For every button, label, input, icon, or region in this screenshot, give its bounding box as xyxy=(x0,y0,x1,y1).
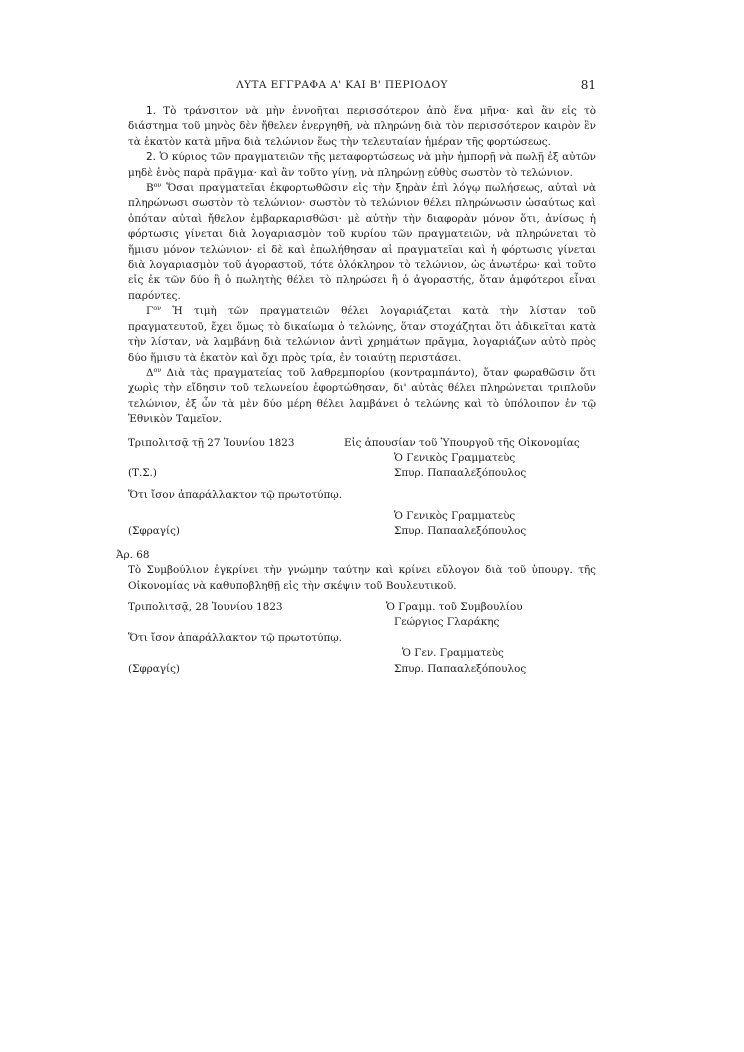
article-number: Γ xyxy=(146,305,154,318)
copy-certification: Ὅτι ἴσον ἀπαράλλακτον τῷ πρωτοτύπῳ. xyxy=(128,488,343,501)
page-number: 81 xyxy=(580,78,596,92)
signature-row xyxy=(128,615,596,630)
signatory-name: Γεώργιος Γλαράκης xyxy=(394,616,500,629)
signature-row xyxy=(128,646,596,661)
signature-row xyxy=(128,436,596,451)
article-ordinal-suffix: ον xyxy=(153,181,162,190)
signatory-title: Ὁ Γραμμ. τοῦ Συμβουλίου xyxy=(386,601,523,614)
article-text: Ἡ τιμὴ τῶν πραγματειῶν θέλει λογαριάζεται κατὰ τὴν λίσταν τοῦ πραγματευτοῦ, ἔχει ὅμως τὸ δικαίωμα ὁ τελώνης, ὅταν στοχάζηται ὅτι ἀδικεῖται κατὰ τὴν λίσταν, νὰ λαμβάνῃ διὰ τελώνιον ἀντὶ χρημάτων πρᾶγμα, λογαριάζων αὐτὸ πρὸς δύο ἥμισυ τὰ ἑκατὸν καὶ ὄχι πρὸς τρία, ἐν τοιαύτῃ περιστάσει. xyxy=(128,305,596,364)
article-b xyxy=(128,181,596,304)
article-text: Τὸ τράνσιτον νὰ μὴν ἐννοῆται περισσότερον ἀπὸ ἕνα μῆνα· καὶ ἂν εἰς τὸ διάστημα τοῦ μηνὸς δὲν ἤθελεν ἐνεργηθῆ, νὰ πληρώνῃ διὰ τὸν περισσότερον καιρὸν ἓν τὰ ἑκατὸν κατὰ μῆνα διὰ τελώνιον ἕως τὴν τελευταίαν ἡμέραν τῆς φορτώσεως. xyxy=(128,105,596,148)
signatory-title: Ὁ Γενικὸς Γραμματεὺς xyxy=(394,510,516,523)
article-ordinal-suffix: ον xyxy=(153,304,162,313)
signature-row xyxy=(128,524,596,539)
article-text: Ὁ κύριος τῶν πραγματειῶν τῆς μεταφορτώσεως νὰ μὴν ἠμπορῇ νὰ πωλῇ ἐξ αὐτῶν μηδὲ ἑνὸς παρὰ πρᾶγμα· καὶ ἂν τοῦτο γίνῃ, νὰ πληρώνῃ εὐθὺς σωστὸν τὸ τελώνιον. xyxy=(128,151,597,179)
article-1 xyxy=(128,104,596,150)
article-text: Ὅσαι πραγματεῖαι ἐκφορτωθῶσιν εἰς τὴν ξηρὰν ἐπὶ λόγῳ πωλήσεως, αὐταὶ νὰ πληρώνωσι σωστὸν τὸ τελώνιον· σωστὸν τὸ τελώνιον θέλει πληρώνωσιν ὡσαύτως καὶ ὁπόταν αὐταὶ ἤθελον ἐμβαρκαρισθῶσι· μὲ αὐτὴν τὴν διαφορὰν μόνον ὅτι, ἀνίσως ἡ φόρτωσις γίνεται διὰ λογαριασμὸν τοῦ κυρίου τῶν πραγματειῶν, νὰ πληρώνεται τὸ ἥμισυ μόνον τελώνιον· εἰ δὲ καὶ ἐπωλήθησαν αἱ πραγματεῖαι καὶ ἡ φόρτωσις γίνεται διὰ λογαριασμὸν τοῦ ἀγοραστοῦ, τότε ὁλόκληρον τὸ τελώνιον, ὡς ἀνωτέρω· καὶ τοῦτο εἰς ἐκ τῶν δύο ἢ ὁ πωλητὴς θέλει τὸ πληρώσει ἢ ὁ ἀγοραστής, ὅταν ἀμφότεροι εἶναι παρόντες. xyxy=(128,182,597,302)
signatory-name: Σπυρ. Παπααλεξόπουλος xyxy=(394,467,527,480)
article-text: Διὰ τὰς πραγματείας τοῦ λαθρεμπορίου (κοντραμπάντο), ὅταν φωραθῶσιν ὅτι χωρὶς τὴν εἴδησιν τοῦ τελωνείου ἐφορτώθησαν, δι' αὐτὰς θέλει πληρώνεται τριπλοῦν τελώνιον, ἐξ ὧν τὰ μὲν δύο μέρη θέλει λαμβάνει ὁ τελώνης καὶ τὸ ὑπόλοιπον ἐν τῷ Ἐθνικὸν Ταμεῖον. xyxy=(128,366,596,426)
article-number: Β xyxy=(146,182,154,195)
article-number: 1. xyxy=(146,105,157,117)
signatory-name: Σπυρ. Παπααλεξόπουλος xyxy=(394,525,527,538)
article-ordinal-suffix: ον xyxy=(153,365,162,374)
certification-row xyxy=(128,488,596,503)
absence-note: Εἰς ἀπουσίαν τοῦ Ὑπουργοῦ τῆς Οἰκονομίας xyxy=(344,436,580,449)
place-date: Τριπολιτσᾷ τῇ 27 Ἰουνίου 1823 xyxy=(128,436,295,449)
seal-mark: (Σφραγίς) xyxy=(128,525,180,538)
document-number-row xyxy=(116,548,596,563)
article-c xyxy=(128,304,596,366)
signature-row xyxy=(128,509,596,524)
signature-row xyxy=(128,600,596,615)
signature-row xyxy=(128,466,596,481)
article-number: 2. xyxy=(146,151,157,164)
header-title: ΛΥΤΑ ΕΓΓΡΑΦΑ Α' ΚΑΙ Β' ΠΕΡΙΟΔΟΥ xyxy=(236,79,448,91)
signature-row xyxy=(128,451,596,466)
seal-mark: (Σφραγίς) xyxy=(128,662,180,675)
seal-mark: (Τ.Σ.) xyxy=(128,467,157,480)
signatory-name: Σπυρ. Παπααλεξόπουλος xyxy=(394,662,527,675)
signature-row xyxy=(128,662,596,677)
place-date: Τριπολιτσᾷ, 28 Ἰουνίου 1823 xyxy=(128,601,283,614)
main-text xyxy=(116,104,597,677)
document-number: Ἀρ. 68 xyxy=(116,548,150,561)
signatory-title: Ὁ Γενικὸς Γραμματεὺς xyxy=(394,451,516,464)
certification-row xyxy=(128,631,596,646)
copy-certification: Ὅτι ἴσον ἀπαράλλακτον τῷ πρωτοτύπῳ. xyxy=(128,631,343,644)
signatory-title: Ὁ Γεν. Γραμματεὺς xyxy=(402,647,504,660)
running-header xyxy=(128,79,596,95)
article-2 xyxy=(128,150,596,181)
article-number: Δ xyxy=(146,366,154,379)
article-d xyxy=(128,366,596,428)
council-decision: Τὸ Συμβούλιον ἐγκρίνει τὴν γνώμην ταύτην καὶ κρίνει εὔλογον διὰ τοῦ ὑπουργ. τῆς Οἰκονομίας νὰ καθυποβληθῇ εἰς τὴν σκέψιν τοῦ Βουλευτικοῦ. xyxy=(128,564,596,592)
